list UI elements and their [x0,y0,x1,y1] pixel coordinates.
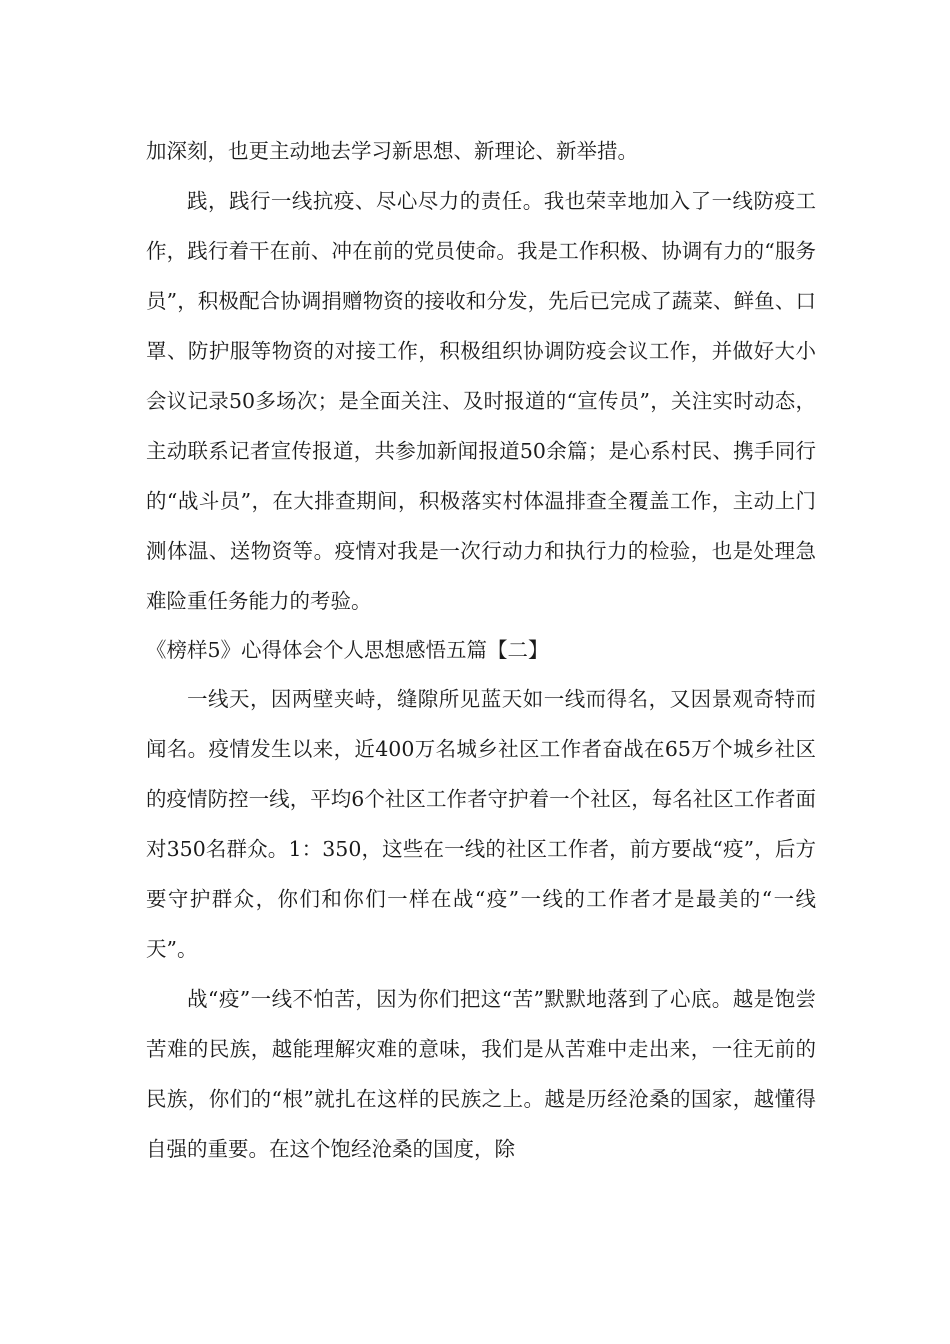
paragraph-continuation: 加深刻，也更主动地去学习新思想、新理论、新举措。 [146,139,638,163]
paragraph-hardship: 战“疫”一线不怕苦，因为你们把这“苦”默默地落到了心底。越是饱尝苦难的民族，越能理解灾难的意味，我们是从苦难中走出来，一往无前的民族，你们的“根”就扎在这样的民族之上。越是历经沧桑的国家，越懂得自强的重要。在这个饱经沧桑的国度，除 [146,987,816,1161]
section-heading: 《榜样5》心得体会个人思想感悟五篇【二】 [146,638,549,662]
paragraph-practice: 践，践行一线抗疫、尽心尽力的责任。我也荣幸地加入了一线防疫工作，践行着干在前、冲在前的党员使命。我是工作积极、协调有力的“服务员”，积极配合协调捐赠物资的接收和分发，先后已完成了蔬菜、鲜鱼、口罩、防护服等物资的对接工作，积极组织协调防疫会议工作，并做好大小会议记录50多场次；是全面关注、及时报道的“宣传员”，关注实时动态，主动联系记者宣传报道，共参加新闻报道50余篇；是心系村民、携手同行的“战斗员”，在大排查期间，积极落实村体温排查全覆盖工作，主动上门测体温、送物资等。疫情对我是一次行动力和执行力的检验，也是处理急难险重任务能力的考验。 [146,189,816,613]
paragraph-yixiantian: 一线天，因两壁夹峙，缝隙所见蓝天如一线而得名，又因景观奇特而闻名。疫情发生以来，近400万名城乡社区工作者奋战在65万个城乡社区的疫情防控一线，平均6个社区工作者守护着一个社区，每名社区工作者面对350名群众。1：350，这些在一线的社区工作者，前方要战“疫”，后方要守护群众，你们和你们一样在战“疫”一线的工作者才是最美的“一线天”。 [146,687,816,961]
document-body [146,126,816,1174]
